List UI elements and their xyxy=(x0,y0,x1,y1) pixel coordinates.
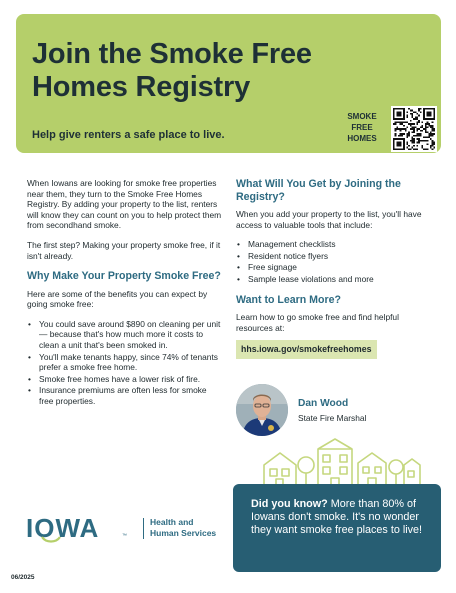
learn-more-heading: Want to Learn More? xyxy=(236,293,341,306)
list-item: • Management checklists xyxy=(236,239,436,250)
iowa-hhs-logo xyxy=(26,513,226,545)
department-name xyxy=(150,517,216,539)
right-column xyxy=(236,178,436,359)
why-intro: Here are some of the benefits you can expect by going smoke free: xyxy=(27,288,208,310)
callout-text: More than 80% of Iowans don't smoke. It's no wonder they want smoke free places to live! xyxy=(251,498,423,536)
benefits-list xyxy=(27,319,223,407)
svg-text:™: ™ xyxy=(122,533,127,539)
first-step-paragraph: The first step? Making your property smoke free, if it isn't already. xyxy=(27,239,221,261)
why-heading: Why Make Your Property Smoke Free? xyxy=(27,270,221,283)
list-item: • Smoke free homes have a lower risk of fire. xyxy=(27,374,223,385)
did-you-know-callout xyxy=(233,484,441,572)
registry-intro: When you add your property to the list, you'll have access to valuable tools that include: xyxy=(236,209,422,230)
department-line-2: Human Services xyxy=(150,528,217,538)
qr-code-icon[interactable] xyxy=(391,106,437,152)
iowa-wordmark-text: IOWA xyxy=(26,513,100,543)
list-item: • Free signage xyxy=(236,262,436,273)
hero-tagline: Help give renters a safe place to live. xyxy=(32,129,225,141)
hero-banner xyxy=(16,14,441,153)
person-title: State Fire Marshal xyxy=(298,413,367,423)
list-item: • You'll make tenants happy, since 74% of tenants prefer a smoke free home. xyxy=(27,352,223,373)
tools-list xyxy=(236,239,436,284)
page-title: Join the Smoke Free Homes Registry xyxy=(32,38,312,103)
resource-link[interactable]: hhs.iowa.gov/smokefreehomes xyxy=(236,340,377,359)
list-item: • Sample lease violations and more xyxy=(236,274,436,285)
person-name: Dan Wood xyxy=(298,398,349,409)
spokesperson xyxy=(236,384,436,436)
department-line-1: Health and xyxy=(150,517,194,527)
list-item: • You could save around $890 on cleaning per unit — because that's how much more it costs to clean a unit that's been smoked in. xyxy=(27,319,223,351)
iowa-wordmark xyxy=(26,513,131,545)
left-column xyxy=(27,178,223,408)
qr-label: SMOKE FREE HOMES xyxy=(347,112,377,143)
callout-lead: Did you know? xyxy=(251,498,328,510)
learn-more-text: Learn how to go smoke free and find helpful resources at: xyxy=(236,312,399,333)
publication-date: 06/2025 xyxy=(11,574,35,581)
avatar xyxy=(236,384,288,436)
houses-illustration xyxy=(262,435,422,487)
intro-paragraph: When Iowans are looking for smoke free properties near them, they turn to the Smoke Free Homes Registry. By adding your property to the list, renters will know they can count on you to help protect them from secondhand smoke. xyxy=(27,178,222,231)
logo-divider xyxy=(143,518,144,539)
list-item: • Resident notice flyers xyxy=(236,251,436,262)
registry-benefits-heading: What Will You Get by Joining the Registry? xyxy=(236,178,401,203)
list-item: • Insurance premiums are often less for smoke free properties. xyxy=(27,385,223,406)
